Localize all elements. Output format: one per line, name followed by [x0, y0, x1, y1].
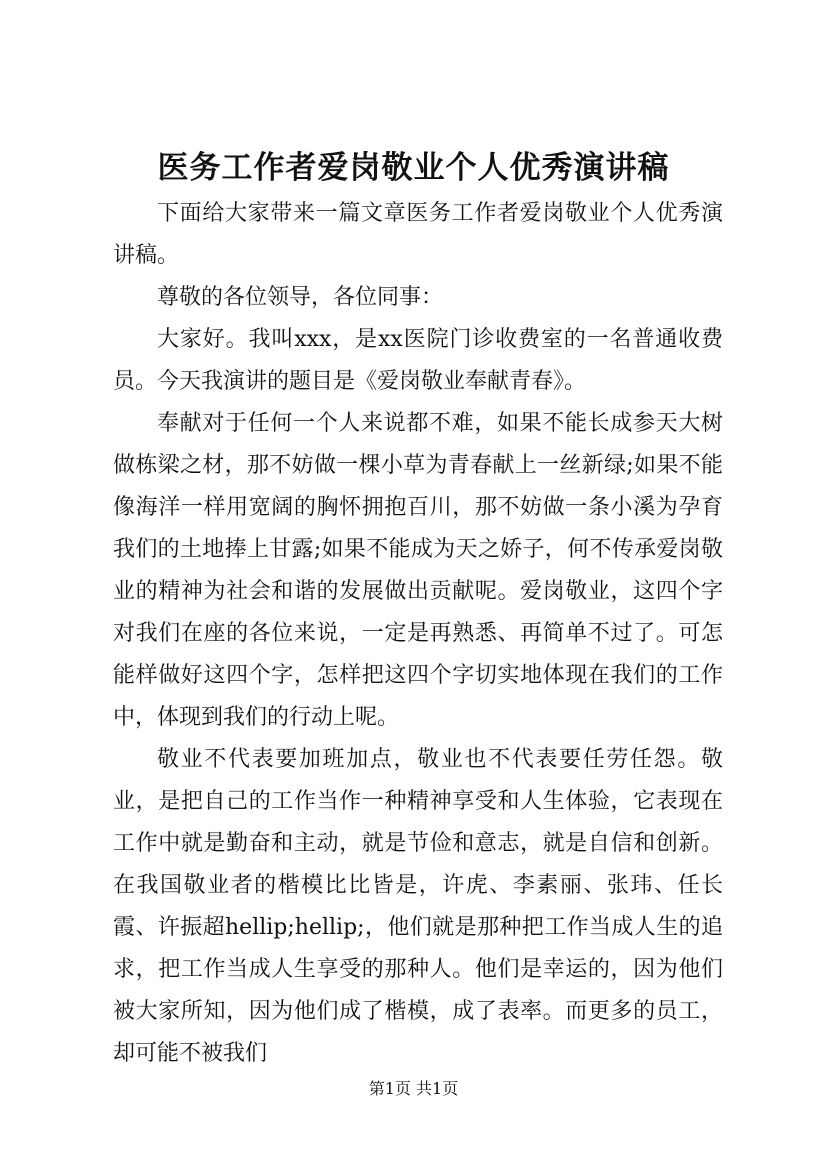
page-footer: 第1页 共1页: [368, 1079, 459, 1098]
paragraph-greeting: 大家好。我叫xxx，是xx医院门诊收费室的一名普通收费员。今天我演讲的题目是《爱岗敬业奉献青春》。: [113, 327, 723, 394]
paragraph-dedication-meaning: 敬业不代表要加班加点，敬业也不代表要任劳任怨。敬业，是把自己的工作当作一种精神享受和人生体验，它表现在工作中就是勤奋和主动，就是节俭和意志，就是自信和创新。在我国敬业者的楷模比比皆是，许虎、李素丽、张玮、任长霞、许振超hellip;hellip;，他们就是那种把工作当成人生的追求，把工作当成人生享受的那种人。他们是幸运的，因为他们被大家所知，因为他们成了楷模，成了表率。而更多的员工，却可能不被我们: [113, 747, 723, 1066]
paragraph-salutation: 尊敬的各位领导，各位同事：: [157, 285, 444, 310]
document-title: 医务工作者爱岗敬业个人优秀演讲稿: [157, 150, 670, 186]
paragraph-intro: 下面给大家带来一篇文章医务工作者爱岗敬业个人优秀演讲稿。: [113, 201, 723, 268]
paragraph-dedication: 奉献对于任何一个人来说都不难，如果不能长成参天大树做栋梁之材，那不妨做一棵小草为青春献上一丝新绿;如果不能像海洋一样用宽阔的胸怀拥抱百川，那不妨做一条小溪为孕育我们的土地捧上甘露;如果不能成为天之娇子，何不传承爱岗敬业的精神为社会和谐的发展做出贡献呢。爱岗敬业，这四个字对我们在座的各位来说，一定是再熟悉、再简单不过了。可怎能样做好这四个字，怎样把这四个字切实地体现在我们的工作中，体现到我们的行动上呢。: [113, 411, 723, 730]
document-body: [113, 193, 723, 1075]
